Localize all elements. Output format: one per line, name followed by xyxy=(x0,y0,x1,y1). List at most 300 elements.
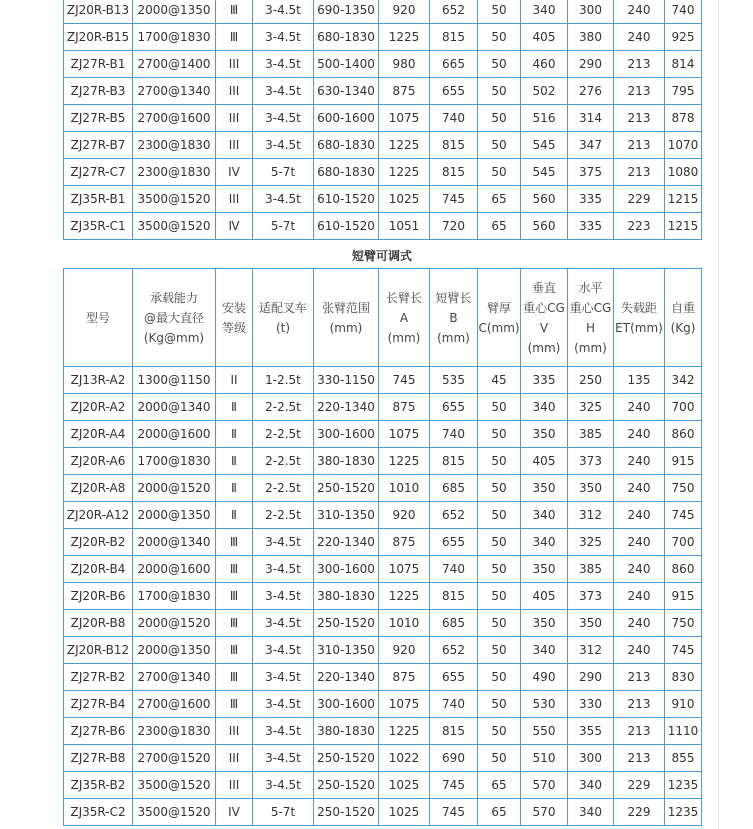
table-cell: 5-7t xyxy=(253,213,314,240)
table-cell: 3-4.5t xyxy=(253,583,314,610)
table-row xyxy=(64,24,702,51)
table-cell: 720 xyxy=(430,213,478,240)
table-cell: 655 xyxy=(430,664,478,691)
table-cell: 50 xyxy=(478,664,521,691)
table-cell: 3-4.5t xyxy=(253,0,314,24)
table-cell: ZJ20R-B6 xyxy=(64,583,133,610)
table-cell: ZJ27R-B3 xyxy=(64,78,133,105)
table-cell: 750 xyxy=(665,475,702,502)
table-cell: 2300@1830 xyxy=(133,132,216,159)
table-cell: ZJ35R-C1 xyxy=(64,213,133,240)
table-header-row xyxy=(64,269,702,367)
column-header-line: (mm) xyxy=(387,330,421,345)
table-cell: Ⅲ xyxy=(216,24,253,51)
column-header xyxy=(64,269,133,367)
table-cell: Ⅱ xyxy=(216,502,253,529)
table-cell: 700 xyxy=(665,529,702,556)
table-cell: 229 xyxy=(614,772,665,799)
table-cell: 330-1150 xyxy=(314,367,379,394)
page-divider-line xyxy=(718,0,719,829)
table-cell: 3-4.5t xyxy=(253,529,314,556)
table-cell: 3-4.5t xyxy=(253,691,314,718)
table-cell: 240 xyxy=(614,475,665,502)
column-header-line: 臂厚 xyxy=(486,300,511,315)
table-cell: 213 xyxy=(614,664,665,691)
table-cell: 1700@1830 xyxy=(133,448,216,475)
table-cell: 1215 xyxy=(665,213,702,240)
table-cell: 3500@1520 xyxy=(133,799,216,826)
column-header xyxy=(430,269,478,367)
table-row xyxy=(64,745,702,772)
column-header xyxy=(568,269,614,367)
table-cell: IV xyxy=(216,799,253,826)
table-cell: 3-4.5t xyxy=(253,637,314,664)
table-cell: 240 xyxy=(614,583,665,610)
table-cell: 745 xyxy=(665,637,702,664)
table-cell: 655 xyxy=(430,78,478,105)
table-cell: 340 xyxy=(521,529,568,556)
column-header-line: 张臂范围 xyxy=(321,300,370,315)
column-header xyxy=(614,269,665,367)
table-cell: 830 xyxy=(665,664,702,691)
table-cell: 815 xyxy=(430,159,478,186)
table-cell: 740 xyxy=(665,0,702,24)
table-cell: ZJ20R-B2 xyxy=(64,529,133,556)
table-cell: 1022 xyxy=(379,745,430,772)
table-cell: 50 xyxy=(478,718,521,745)
table-row xyxy=(64,637,702,664)
table-cell: 50 xyxy=(478,394,521,421)
table-cell: ZJ27R-B5 xyxy=(64,105,133,132)
table-cell: 1225 xyxy=(379,448,430,475)
table-cell: 373 xyxy=(568,448,614,475)
column-header-line: (mm) xyxy=(574,340,607,355)
table-cell: 2-2.5t xyxy=(253,421,314,448)
table-cell: Ⅲ xyxy=(216,556,253,583)
table-cell: 915 xyxy=(665,583,702,610)
table-cell: 1300@1150 xyxy=(133,367,216,394)
table-cell: 875 xyxy=(379,394,430,421)
table-cell: 500-1400 xyxy=(314,51,379,78)
table-cell: 1075 xyxy=(379,421,430,448)
column-header-line: 承载能力 xyxy=(149,290,198,305)
table-cell: 355 xyxy=(568,718,614,745)
table-cell: ZJ35R-C2 xyxy=(64,799,133,826)
table-cell: 310-1350 xyxy=(314,502,379,529)
table-cell: 875 xyxy=(379,78,430,105)
table-cell: 740 xyxy=(430,691,478,718)
table-row xyxy=(64,105,702,132)
table-cell: 2000@1340 xyxy=(133,529,216,556)
table-cell: 680-1830 xyxy=(314,24,379,51)
table-cell: 220-1340 xyxy=(314,529,379,556)
column-header-line: 重心CG xyxy=(569,300,612,315)
table-cell: Ⅲ xyxy=(216,610,253,637)
section-title: 短臂可调式 xyxy=(351,249,412,263)
table-cell: 50 xyxy=(478,421,521,448)
table-cell: 814 xyxy=(665,51,702,78)
table-cell: 3-4.5t xyxy=(253,772,314,799)
table-cell: IV xyxy=(216,159,253,186)
table-cell: 680-1830 xyxy=(314,132,379,159)
table-cell: ZJ20R-B4 xyxy=(64,556,133,583)
table-cell: 3500@1520 xyxy=(133,186,216,213)
table-row xyxy=(64,186,702,213)
table-cell: 240 xyxy=(614,637,665,664)
table-cell: 250-1520 xyxy=(314,745,379,772)
table-cell: 2700@1600 xyxy=(133,105,216,132)
column-header-line: @最大直径 xyxy=(143,310,204,325)
table-cell: 745 xyxy=(430,186,478,213)
table-cell: 312 xyxy=(568,637,614,664)
table-cell: 1700@1830 xyxy=(133,24,216,51)
table-cell: 250-1520 xyxy=(314,772,379,799)
table-cell: 1235 xyxy=(665,772,702,799)
column-header xyxy=(379,269,430,367)
table-cell: 2700@1400 xyxy=(133,51,216,78)
table-cell: Ⅳ xyxy=(216,213,253,240)
table-cell: 340 xyxy=(568,772,614,799)
table-cell: 655 xyxy=(430,394,478,421)
table-cell: 925 xyxy=(665,24,702,51)
table-cell: 510 xyxy=(521,745,568,772)
table-cell: 2000@1340 xyxy=(133,394,216,421)
table-cell: 290 xyxy=(568,51,614,78)
table-row xyxy=(64,556,702,583)
table-cell: 3-4.5t xyxy=(253,664,314,691)
table-cell: 240 xyxy=(614,24,665,51)
table-cell: 2700@1600 xyxy=(133,691,216,718)
table-cell: 250-1520 xyxy=(314,475,379,502)
table-cell: 50 xyxy=(478,691,521,718)
table-cell: III xyxy=(216,186,253,213)
table-cell: III xyxy=(216,718,253,745)
table-cell: ZJ27R-B6 xyxy=(64,718,133,745)
column-header-line: 失载距 xyxy=(620,300,657,315)
table-cell: 229 xyxy=(614,186,665,213)
table-cell: 300-1600 xyxy=(314,691,379,718)
table-cell: 3500@1520 xyxy=(133,213,216,240)
table-cell: 300-1600 xyxy=(314,556,379,583)
table-cell: 915 xyxy=(665,448,702,475)
column-header-line: 型号 xyxy=(85,310,110,325)
table-cell: 50 xyxy=(478,556,521,583)
table-cell: 50 xyxy=(478,51,521,78)
table-cell: 980 xyxy=(379,51,430,78)
column-header-line: 自重 xyxy=(670,300,695,315)
column-header-line: (Kg) xyxy=(670,320,696,335)
table-row xyxy=(64,0,702,24)
table-cell: III xyxy=(216,78,253,105)
table-cell: 1110 xyxy=(665,718,702,745)
table-cell: 2-2.5t xyxy=(253,448,314,475)
table-cell: 655 xyxy=(430,529,478,556)
table-cell: 405 xyxy=(521,583,568,610)
column-header xyxy=(665,269,702,367)
table-cell: 380-1830 xyxy=(314,718,379,745)
table-cell: 545 xyxy=(521,159,568,186)
table-cell: 1010 xyxy=(379,610,430,637)
table-cell: 373 xyxy=(568,583,614,610)
spec-table-adjustable-short-arm xyxy=(63,268,702,826)
table-cell: 740 xyxy=(430,421,478,448)
column-header-line: ET(mm) xyxy=(615,320,663,335)
table-row xyxy=(64,610,702,637)
table-row xyxy=(64,421,702,448)
table-cell: 745 xyxy=(430,772,478,799)
table-cell: 652 xyxy=(430,502,478,529)
table-cell: 3-4.5t xyxy=(253,610,314,637)
table-cell: 745 xyxy=(665,502,702,529)
table-cell: 385 xyxy=(568,556,614,583)
column-header-line: (mm) xyxy=(329,320,363,335)
table-row xyxy=(64,664,702,691)
table-cell: 875 xyxy=(379,529,430,556)
table-cell: 314 xyxy=(568,105,614,132)
table-row xyxy=(64,367,702,394)
column-header-line: 重心CG xyxy=(523,300,565,315)
table-cell: 1225 xyxy=(379,24,430,51)
table-cell: 2300@1830 xyxy=(133,159,216,186)
table-cell: 350 xyxy=(521,610,568,637)
table-cell: 1-2.5t xyxy=(253,367,314,394)
table-cell: 350 xyxy=(568,475,614,502)
table-cell: 5-7t xyxy=(253,159,314,186)
table-cell: 502 xyxy=(521,78,568,105)
table-cell: 50 xyxy=(478,583,521,610)
table-cell: 3500@1520 xyxy=(133,772,216,799)
table-cell: III xyxy=(216,51,253,78)
table-cell: 630-1340 xyxy=(314,78,379,105)
table-cell: 220-1340 xyxy=(314,664,379,691)
table-cell: ZJ20R-B8 xyxy=(64,610,133,637)
table-cell: 2-2.5t xyxy=(253,394,314,421)
table-cell: 213 xyxy=(614,78,665,105)
table-cell: 342 xyxy=(665,367,702,394)
table-cell: 405 xyxy=(521,24,568,51)
table-cell: ZJ27R-B4 xyxy=(64,691,133,718)
table-cell: 3-4.5t xyxy=(253,78,314,105)
table-cell: 50 xyxy=(478,475,521,502)
column-header xyxy=(133,269,216,367)
table-cell: 460 xyxy=(521,51,568,78)
table-cell: 1075 xyxy=(379,105,430,132)
table-row xyxy=(64,718,702,745)
column-header-line: (Kg@mm) xyxy=(143,330,205,345)
table-cell: 795 xyxy=(665,78,702,105)
table-cell: Ⅲ xyxy=(216,637,253,664)
table-cell: Ⅱ xyxy=(216,475,253,502)
table-row xyxy=(64,78,702,105)
table-cell: 700 xyxy=(665,394,702,421)
table-cell: 815 xyxy=(430,583,478,610)
table-cell: ZJ13R-A2 xyxy=(64,367,133,394)
table-cell: 50 xyxy=(478,502,521,529)
table-cell: 600-1600 xyxy=(314,105,379,132)
table-cell: 1070 xyxy=(665,132,702,159)
table-cell: 2700@1520 xyxy=(133,745,216,772)
table-cell: 2-2.5t xyxy=(253,502,314,529)
table-cell: 1051 xyxy=(379,213,430,240)
table-cell: III xyxy=(216,745,253,772)
table-cell: 1225 xyxy=(379,718,430,745)
table-cell: 920 xyxy=(379,502,430,529)
table-cell: 690 xyxy=(430,745,478,772)
column-header-line: (mm) xyxy=(437,330,470,345)
table-cell: 276 xyxy=(568,78,614,105)
table-cell: ZJ27R-B8 xyxy=(64,745,133,772)
table-cell: 652 xyxy=(430,0,478,24)
table-cell: 385 xyxy=(568,421,614,448)
table-cell: 1225 xyxy=(379,132,430,159)
table-cell: 50 xyxy=(478,105,521,132)
table-row xyxy=(64,529,702,556)
column-header-line: 等级 xyxy=(221,320,246,335)
table-cell: 2000@1350 xyxy=(133,502,216,529)
table-cell: 920 xyxy=(379,0,430,24)
table-cell: 223 xyxy=(614,213,665,240)
table-cell: 213 xyxy=(614,132,665,159)
table-cell: 745 xyxy=(379,367,430,394)
column-header-line: (t) xyxy=(275,320,291,335)
table-cell: ZJ20R-A2 xyxy=(64,394,133,421)
table-cell: 50 xyxy=(478,745,521,772)
table-cell: 340 xyxy=(568,799,614,826)
table-cell: 3-4.5t xyxy=(253,186,314,213)
table-cell: 3-4.5t xyxy=(253,745,314,772)
table-cell: 240 xyxy=(614,502,665,529)
table-cell: 240 xyxy=(614,0,665,24)
spec-table-top xyxy=(63,0,702,240)
table-row xyxy=(64,448,702,475)
table-cell: 380-1830 xyxy=(314,448,379,475)
table-cell: 2000@1350 xyxy=(133,0,216,24)
table-row xyxy=(64,159,702,186)
table-cell: 1025 xyxy=(379,772,430,799)
table-cell: 300 xyxy=(568,745,614,772)
table-cell: III xyxy=(216,105,253,132)
table-cell: 240 xyxy=(614,448,665,475)
table-cell: 570 xyxy=(521,772,568,799)
table-cell: 1225 xyxy=(379,583,430,610)
table-cell: 815 xyxy=(430,718,478,745)
table-cell: 310-1350 xyxy=(314,637,379,664)
table-cell: 3-4.5t xyxy=(253,556,314,583)
table-cell: 240 xyxy=(614,610,665,637)
table-cell: 350 xyxy=(521,475,568,502)
table-cell: 50 xyxy=(478,610,521,637)
table-cell: 380 xyxy=(568,24,614,51)
table-cell: 878 xyxy=(665,105,702,132)
table-cell: 330 xyxy=(568,691,614,718)
table-cell: 405 xyxy=(521,448,568,475)
table-cell: ZJ20R-A4 xyxy=(64,421,133,448)
table-cell: ZJ20R-B13 xyxy=(64,0,133,24)
table-cell: 1075 xyxy=(379,691,430,718)
table-cell: 2000@1600 xyxy=(133,556,216,583)
table-cell: 45 xyxy=(478,367,521,394)
table-cell: 340 xyxy=(521,502,568,529)
table-cell: 240 xyxy=(614,529,665,556)
table-cell: Ⅲ xyxy=(216,529,253,556)
column-header-line: 垂直 xyxy=(531,280,556,295)
table-cell: 350 xyxy=(521,421,568,448)
table-cell: 680-1830 xyxy=(314,159,379,186)
table-cell: II xyxy=(216,367,253,394)
table-cell: 1080 xyxy=(665,159,702,186)
table-cell: 3-4.5t xyxy=(253,105,314,132)
table-cell: ZJ27R-B1 xyxy=(64,51,133,78)
column-header-line: 适配叉车 xyxy=(258,300,307,315)
table-cell: 50 xyxy=(478,132,521,159)
table-cell: 290 xyxy=(568,664,614,691)
table-cell: 350 xyxy=(568,610,614,637)
table-cell: 535 xyxy=(430,367,478,394)
table-cell: 2300@1830 xyxy=(133,718,216,745)
table-cell: 875 xyxy=(379,664,430,691)
table-cell: 350 xyxy=(521,556,568,583)
table-row xyxy=(64,799,702,826)
table-cell: 375 xyxy=(568,159,614,186)
table-cell: 312 xyxy=(568,502,614,529)
table-cell: 1700@1830 xyxy=(133,583,216,610)
table-cell: 2000@1520 xyxy=(133,610,216,637)
table-cell: ZJ20R-A6 xyxy=(64,448,133,475)
table-cell: 815 xyxy=(430,24,478,51)
table-cell: 135 xyxy=(614,367,665,394)
table-row xyxy=(64,213,702,240)
column-header-line: V xyxy=(539,320,549,335)
table-cell: 325 xyxy=(568,394,614,421)
table-cell: 516 xyxy=(521,105,568,132)
table-cell: 335 xyxy=(568,213,614,240)
table-cell: 860 xyxy=(665,556,702,583)
column-header xyxy=(314,269,379,367)
table-cell: Ⅲ xyxy=(216,691,253,718)
table-cell: 550 xyxy=(521,718,568,745)
table-cell: 213 xyxy=(614,105,665,132)
table-cell: 213 xyxy=(614,691,665,718)
table-cell: 860 xyxy=(665,421,702,448)
table-row xyxy=(64,583,702,610)
column-header-line: B xyxy=(449,310,458,325)
table-cell: 815 xyxy=(430,448,478,475)
table-cell: 652 xyxy=(430,637,478,664)
table-cell: 490 xyxy=(521,664,568,691)
table-cell: 1225 xyxy=(379,159,430,186)
table-cell: Ⅱ xyxy=(216,394,253,421)
table-cell: 3-4.5t xyxy=(253,718,314,745)
table-cell: 750 xyxy=(665,610,702,637)
table-cell: 50 xyxy=(478,529,521,556)
table-cell: 2700@1340 xyxy=(133,664,216,691)
table-cell: 545 xyxy=(521,132,568,159)
column-header xyxy=(216,269,253,367)
table-cell: 240 xyxy=(614,421,665,448)
table-cell: 2000@1600 xyxy=(133,421,216,448)
table-cell: 240 xyxy=(614,394,665,421)
table-cell: 2700@1340 xyxy=(133,78,216,105)
table-cell: 1075 xyxy=(379,556,430,583)
column-header xyxy=(521,269,568,367)
table-cell: III xyxy=(216,132,253,159)
table-cell: 685 xyxy=(430,475,478,502)
table-cell: 380-1830 xyxy=(314,583,379,610)
column-header-line: 安装 xyxy=(221,300,246,315)
table-cell: 2000@1350 xyxy=(133,637,216,664)
table-cell: 530 xyxy=(521,691,568,718)
table-cell: 740 xyxy=(430,556,478,583)
